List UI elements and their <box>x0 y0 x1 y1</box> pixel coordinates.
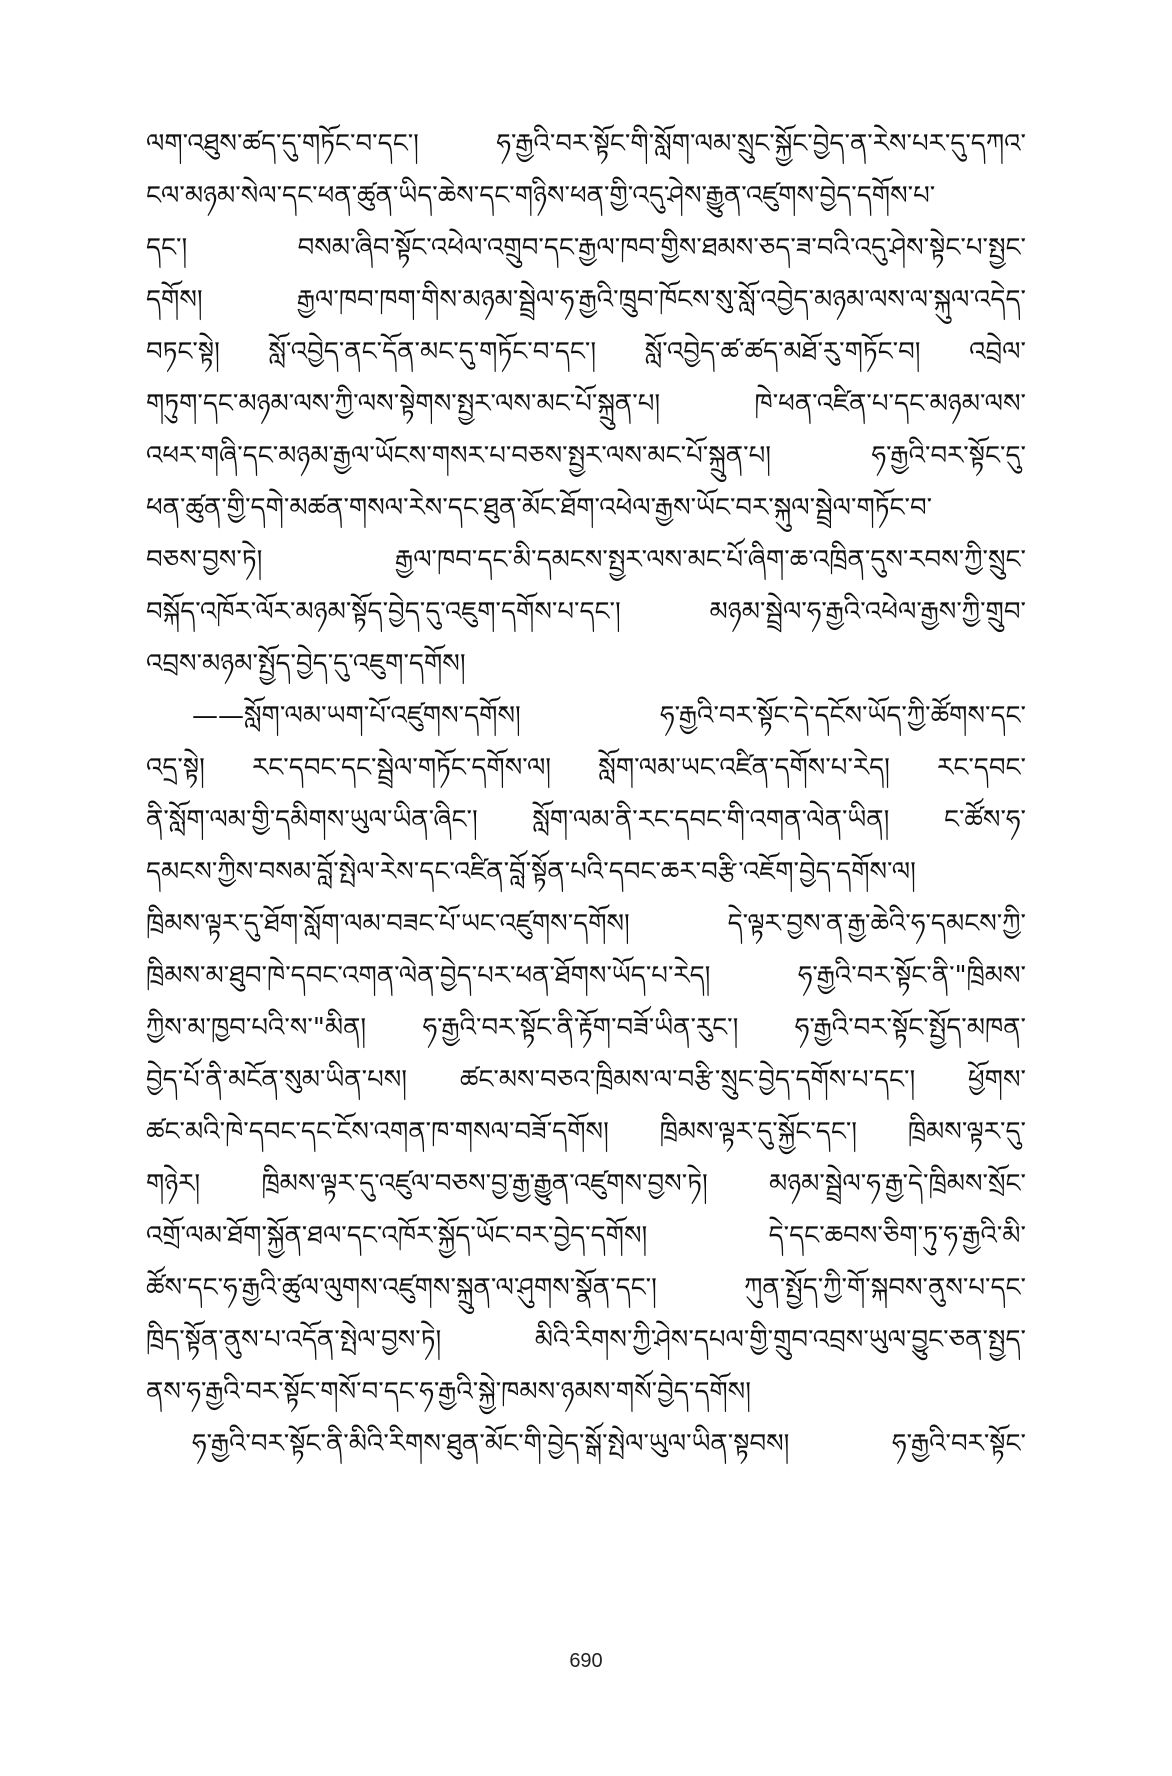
text-line: དང་། བསམ་ཞིབ་སྟོང་འཕེལ་འགྲུབ་དང་རྒྱལ་ཁབ་གྱིས་ཐམས་ཅད་ཟ་བའི་འདུ་ཤེས་སྟེང་པ་སྤྱང་ <box>146 233 1026 263</box>
text-line: ཀྱིས་མ་ཁྱབ་པའི་ས་"མིན། ཧ་རྒྱའི་བར་སྟོང་ནི་རྟོག་བཟོ་ཡིན་རུང་། ཧ་རྒྱའི་བར་སྟོང་སྤྱོད་མཁན་ <box>146 1013 1026 1043</box>
text-line: གཏུག་དང་མཉམ་ལས་ཀྱི་ལས་སྟེགས་སྤྱར་ལས་མང་པོ་སྐྲུན་པ། ཁེ་ཕན་འཛིན་པ་དང་མཉམ་ལས་ <box>146 389 1026 419</box>
page-number: 690 <box>569 1650 603 1672</box>
text-line: དམངས་ཀྱིས་བསམ་བློ་སྤེལ་རེས་དང་འཛིན་བློ་སྟོན་པའི་དབང་ཆར་བརྩི་འཇོག་བྱེད་དགོས་ལ། <box>146 857 916 887</box>
text-line: ཕན་ཚུན་གྱི་དགེ་མཚན་གསལ་རེས་དང་ཐུན་མོང་ཐོག་འཕེལ་རྒྱས་ཡོང་བར་སྐུལ་སྦྲེལ་གཏོང་བ་ <box>146 493 933 523</box>
text-line: འབྲས་མཉམ་སྤྱོད་བྱེད་དུ་འཇུག་དགོས། <box>146 649 466 679</box>
text-line: འཕར་གཞི་དང་མཉམ་རྒྱལ་ཡོངས་གསར་པ་བཅས་སྤྱར་ལས་མང་པོ་སྐྲུན་པ། ཧ་རྒྱའི་བར་སྟོང་དུ་ <box>146 441 1026 471</box>
text-line: ལག་འཐུས་ཚད་དུ་གཏོང་བ་དང་། ཧ་རྒྱའི་བར་སྟོང་གི་སློག་ལམ་སྲུང་སྐྱོང་བྱེད་ན་རེས་པར་དུ་དཀའ་ <box>146 129 1026 159</box>
text-line: བཏང་སྟེ། སློ་འབྱེད་ནང་དོན་མང་དུ་གཏོང་བ་དང་། སློ་འབྱེད་ཚ་ཚད་མཐོ་རུ་གཏོང་བ། འབྲེལ་ <box>146 337 1026 367</box>
text-line: ཚོས་དང་ཧ་རྒྱའི་ཚུལ་ལུགས་འཛུགས་སྐྲུན་ལ་ཤུགས་སྣོན་དང་། ཀུན་སྤྱོད་ཀྱི་གོ་སྐབས་ནུས་པ་དང་ <box>146 1273 1026 1303</box>
text-line: ནི་སློག་ལམ་གྱི་དམིགས་ཡུལ་ཡིན་ཞིང་། སློག་ལམ་ནི་རང་དབང་གི་འགན་ལེན་ཡིན། ང་ཚོས་ཧ་ <box>146 805 1026 835</box>
text-line: ཚང་མའི་ཁེ་དབང་དང་ངོས་འགན་ཁ་གསལ་བཟོ་དགོས། ཁྲིམས་ལྟར་དུ་སྐྱོང་དང་། ཁྲིམས་ལྟར་དུ་ <box>146 1117 1026 1147</box>
text-line: འགྲོ་ལམ་ཐོག་སྐྱོན་ཐལ་དང་འཁོར་སྐྱོད་ཡོང་བར་བྱེད་དགོས། དེ་དང་ཆབས་ཅིག་ཏུ་ཧ་རྒྱའི་མི་ <box>146 1221 1026 1251</box>
body-text <box>146 118 1026 1470</box>
text-line: འདྲ་སྟེ། རང་དབང་དང་སྦྲེལ་གཏོང་དགོས་ལ། སློག་ལམ་ཡང་འཛིན་དགོས་པ་རེད། རང་དབང་ <box>146 753 1026 783</box>
text-line: ཁྲིམས་མ་ཐུབ་ཁེ་དབང་འགན་ལེན་བྱེད་པར་ཕན་ཐོགས་ཡོད་པ་རེད། ཧ་རྒྱའི་བར་སྟོང་ནི་"ཁྲིམས་ <box>146 961 1026 991</box>
text-line: དགོས། རྒྱལ་ཁབ་ཁག་གིས་མཉམ་སྦྲེལ་ཧ་རྒྱའི་ཁྲུབ་ཁོངས་སུ་སློ་འབྱེད་མཉམ་ལས་ལ་སྐུལ་འདེད་ <box>146 285 1026 315</box>
text-line: ཁྲིམས་ལྟར་དུ་ཐོག་སློག་ལམ་བཟང་པོ་ཡང་འཛུགས་དགོས། དེ་ལྟར་བྱས་ན་རྒྱ་ཆེའི་ཧ་དམངས་ཀྱི་ <box>146 909 1026 939</box>
text-line: གཉེར། ཁྲིམས་ལྟར་དུ་འཛུལ་བཅས་བྱ་རྒྱ་རྒྱུན་འཛུགས་བྱས་ཏེ། མཉམ་སྦྲེལ་ཧ་རྒྱ་དེ་ཁྲིམས་སྲོང་ <box>146 1169 1026 1199</box>
text-line: བྱེད་པོ་ནི་མངོན་སུམ་ཡིན་པས། ཚང་མས་བཅའ་ཁྲིམས་ལ་བརྩི་སྲུང་བྱེད་དགོས་པ་དང་། ཕྱོགས་ <box>146 1065 1026 1095</box>
text-line: ངལ་མཉམ་སེལ་དང་ཕན་ཚུན་ཡིད་ཆེས་དང་གཉིས་ཕན་གྱི་འདུ་ཤེས་རྒྱུན་འཛུགས་བྱེད་དགོས་པ་ <box>146 181 936 211</box>
paragraph-start-line: ཧ་རྒྱའི་བར་སྟོང་ནི་མིའི་རིགས་ཐུན་མོང་གི་བྱེད་སྒོ་སྤེལ་ཡུལ་ཡིན་སྟབས། ཧ་རྒྱའི་བར་སྟོང་ <box>192 1429 1026 1459</box>
text-line: ནས་ཧ་རྒྱའི་བར་སྟོང་གསོ་བ་དང་ཧ་རྒྱའི་སྐྱེ་ཁམས་ཉམས་གསོ་བྱེད་དགོས། <box>146 1377 751 1407</box>
text-line: བསྐོད་འཁོར་ལོར་མཉམ་སྟོད་བྱེད་དུ་འཇུག་དགོས་པ་དང་། མཉམ་སྦྲེལ་ཧ་རྒྱའི་འཕེལ་རྒྱས་ཀྱི་གྲུབ་ <box>146 597 1026 627</box>
text-line: ཁྲིད་སྟོན་ནུས་པ་འདོན་སྤེལ་བྱས་ཏེ། མིའི་རིགས་ཀྱི་ཤེས་དཔལ་གྱི་གྲུབ་འབྲས་ཡུལ་བྱུང་ཅན་སྤྱད་ <box>146 1325 1026 1355</box>
paragraph-start-line: ——སློག་ལམ་ཡག་པོ་འཛུགས་དགོས། ཧ་རྒྱའི་བར་སྟོང་དེ་དངོས་ཡོད་ཀྱི་ཚོགས་དང་ <box>192 701 1026 731</box>
text-line: བཅས་བྱས་ཏེ། རྒྱལ་ཁབ་དང་མི་དམངས་སྤྱར་ལས་མང་པོ་ཞིག་ཆ་འཁྲིན་དུས་རབས་ཀྱི་སྲུང་ <box>146 545 1026 575</box>
